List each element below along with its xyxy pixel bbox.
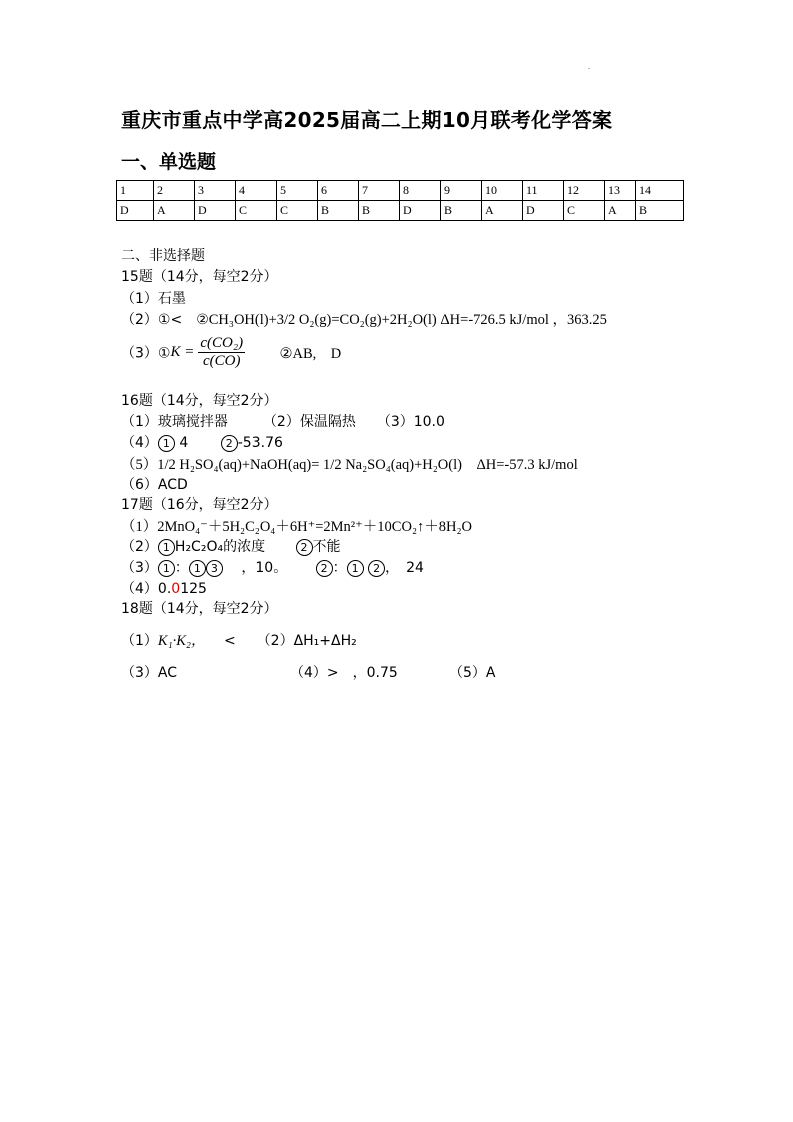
q16-answer-5: （5）1/2 H₂SO₄(aq)+NaOH(aq)= 1/2 Na₂SO₄(aq)+H₂O(l) ΔH=-57.3 kJ/mol xyxy=(121,457,578,473)
q15-answer-3 xyxy=(121,335,341,370)
question-number-cell: 12 xyxy=(564,181,605,201)
circled-number: 1 xyxy=(189,560,206,577)
circled-number: 1 xyxy=(158,435,175,452)
q17-answer-3 xyxy=(121,557,424,577)
answer-cell: C xyxy=(564,201,605,221)
question-number-cell: 9 xyxy=(441,181,482,201)
q18-answer-1 xyxy=(121,629,357,650)
q16-answer-4 xyxy=(121,432,283,452)
q17-header: 17题（16分，每空2分） xyxy=(121,497,278,513)
q17-answer-3b: ，10。 xyxy=(241,560,288,576)
circled-number: 2 xyxy=(296,539,313,556)
q17-answer-4 xyxy=(121,578,207,598)
equilibrium-fraction xyxy=(198,335,245,370)
question-number-cell: 3 xyxy=(195,181,236,201)
q16-value-2: -53.76 xyxy=(237,435,283,451)
section-1-heading: 一、单选题 xyxy=(121,151,217,173)
answer-cell: D xyxy=(523,201,564,221)
q18-k-product: K₁·K₂， xyxy=(157,633,206,649)
answer-cell: C xyxy=(236,201,277,221)
circled-number: 1 xyxy=(347,560,364,577)
question-number-cell: 13 xyxy=(605,181,636,201)
answer-cell: A xyxy=(154,201,195,221)
circled-number: 2 xyxy=(368,560,385,577)
question-number-cell: 2 xyxy=(154,181,195,201)
answer-table xyxy=(116,180,684,221)
q18-answer-1-rest: < （2）ΔH₁+ΔH₂ xyxy=(223,633,357,649)
fraction-denominator: c(CO) xyxy=(202,353,241,369)
question-number-cell: 10 xyxy=(482,181,523,201)
question-number-cell: 1 xyxy=(117,181,154,201)
equilibrium-constant-label: K = xyxy=(170,344,195,360)
question-number-cell: 11 xyxy=(523,181,564,201)
q16-header: 16题（14分，每空2分） xyxy=(121,393,278,409)
section-2-heading: 二、非选择题 xyxy=(121,248,205,264)
q18-answer-4: （4）> ，0.75 xyxy=(290,665,398,681)
answer-row xyxy=(117,201,684,221)
answer-cell: B xyxy=(636,201,684,221)
q17-answer-1: （1）2MnO₄⁻＋5H₂C₂O₄＋6H⁺=2Mn²⁺＋10CO₂↑＋8H₂O xyxy=(121,519,472,535)
q17-answer-3a: ： xyxy=(174,560,189,576)
q15-header: 15题（14分，每空2分） xyxy=(121,269,278,285)
answer-cell: D xyxy=(117,201,154,221)
q18-header: 18题（14分，每空2分） xyxy=(121,601,278,617)
q18-answer-5: （5）A xyxy=(449,665,496,681)
answer-cell: D xyxy=(400,201,441,221)
q15-answer-2 xyxy=(121,308,607,329)
q17-answer-4-red-digit: 0 xyxy=(171,581,181,597)
circled-number: 1 xyxy=(158,539,175,556)
answer-cell: D xyxy=(195,201,236,221)
q15-answer-2-prefix: （2）①< ② xyxy=(121,312,209,328)
q18-answer-3: （3）AC xyxy=(121,665,178,681)
answer-cell: B xyxy=(318,201,359,221)
question-number-row xyxy=(117,181,684,201)
answer-cell: B xyxy=(359,201,400,221)
answer-cell: B xyxy=(441,201,482,221)
q17-answer-3-prefix: （3） xyxy=(121,560,158,576)
q18-answer-1-prefix: （1） xyxy=(121,633,158,649)
q16-answer-1: （1）玻璃搅拌器 （2）保温隔热 （3）10.0 xyxy=(121,414,445,430)
q17-answer-3d: ， 24 xyxy=(385,560,424,576)
q17-answer-2-prefix: （2） xyxy=(121,539,158,555)
question-number-cell: 7 xyxy=(359,181,400,201)
q17-answer-4-prefix: （4）0. xyxy=(121,581,172,597)
q17-answer-2b: 不能 xyxy=(312,539,341,555)
circled-number: 3 xyxy=(206,560,223,577)
answer-cell: A xyxy=(482,201,523,221)
question-number-cell: 5 xyxy=(277,181,318,201)
circled-number: 1 xyxy=(158,560,175,577)
q17-answer-2 xyxy=(121,536,341,556)
q16-answer-6: （6）ACD xyxy=(121,477,188,493)
answer-cell: A xyxy=(605,201,636,221)
q16-value-1: 4 xyxy=(179,435,189,451)
page-dot xyxy=(588,68,590,69)
question-number-cell: 4 xyxy=(236,181,277,201)
q15-answer-3-rest: ②AB, D xyxy=(279,346,342,362)
q17-answer-4-rest: 125 xyxy=(180,581,207,597)
q17-answer-3c: ： xyxy=(332,560,347,576)
q15-equation: CH₃OH(l)+3/2 O₂(g)=CO₂(g)+2H₂O(l) ΔH=-726.5 kJ/mol ，363.25 xyxy=(208,312,607,328)
page-title: 重庆市重点中学高2025届高二上期10月联考化学答案 xyxy=(121,108,613,132)
fraction-numerator: c(CO₂) xyxy=(200,335,244,351)
question-number-cell: 14 xyxy=(636,181,684,201)
circled-number: 2 xyxy=(316,560,333,577)
q17-answer-2a: H₂C₂O₄的浓度 xyxy=(174,539,266,555)
circled-number: 2 xyxy=(221,435,238,452)
question-number-cell: 6 xyxy=(318,181,359,201)
q15-answer-3-prefix: （3）① xyxy=(121,345,171,362)
q15-answer-1: （1）石墨 xyxy=(121,291,186,307)
q16-answer-4-prefix: （4） xyxy=(121,435,158,451)
answer-cell: C xyxy=(277,201,318,221)
question-number-cell: 8 xyxy=(400,181,441,201)
